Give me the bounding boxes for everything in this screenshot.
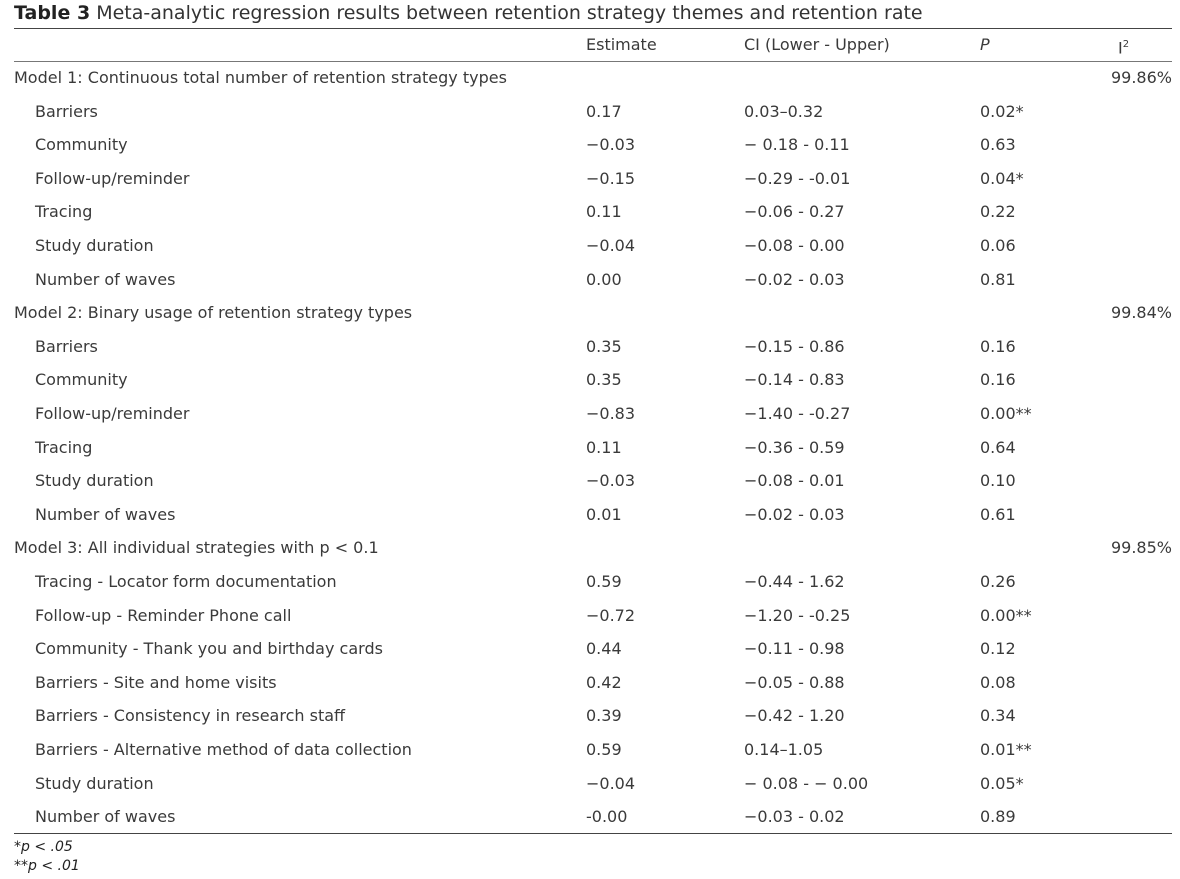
table-row [0, 666, 1180, 699]
row-estimate: 0.17 [586, 101, 622, 121]
row-p: 0.16 [980, 336, 1016, 356]
header-estimate: Estimate [586, 35, 657, 54]
row-p: 0.64 [980, 437, 1016, 457]
table-row [0, 363, 1180, 396]
header-p: P [980, 35, 990, 54]
model-i2: 99.85% [1110, 538, 1172, 558]
row-estimate: 0.59 [586, 740, 622, 759]
row-ci: −0.05 - 0.88 [744, 672, 845, 692]
row-p: 0.10 [980, 471, 1016, 491]
row-p: 0.16 [980, 370, 1016, 390]
row-label: Community [35, 135, 128, 155]
row-estimate: 0.59 [586, 572, 622, 591]
row-p: 0.00** [980, 404, 1032, 423]
row-estimate: −0.04 [586, 773, 636, 793]
row-ci: −0.08 - 0.01 [744, 471, 845, 491]
row-ci: −0.08 - 0.00 [744, 236, 845, 255]
row-estimate: 0.44 [586, 639, 622, 659]
model-title: Model 2: Binary usage of retention strategy types [14, 303, 413, 323]
row-label: Community [35, 370, 128, 390]
model-row [0, 61, 1180, 94]
table-row [0, 128, 1180, 161]
row-estimate: −0.72 [586, 605, 636, 625]
row-label: Tracing - Locator form documentation [35, 572, 337, 591]
table-title-label: Table 3 [14, 2, 91, 24]
table-row [0, 498, 1180, 531]
row-p: 0.06 [980, 236, 1016, 255]
row-p: 0.08 [980, 672, 1016, 692]
table-title-text: Meta-analytic regression results between retention strategy themes and retention rate [96, 2, 923, 24]
row-p: 0.01** [980, 740, 1032, 759]
row-label: Barriers - Site and home visits [35, 672, 277, 692]
row-ci: −0.36 - 0.59 [744, 437, 845, 457]
table-bottom-rule [14, 833, 1172, 834]
row-estimate: 0.01 [586, 504, 622, 524]
table-row [0, 195, 1180, 228]
table-row [0, 767, 1180, 800]
row-estimate: 0.11 [586, 437, 622, 457]
row-estimate: 0.39 [586, 706, 622, 726]
table-row [0, 229, 1180, 262]
table-title [14, 2, 923, 24]
row-label: Tracing [35, 202, 93, 222]
model-title: Model 1: Continuous total number of retention strategy types [14, 68, 507, 87]
row-label: Barriers - Consistency in research staff [35, 706, 346, 726]
row-label: Tracing [35, 437, 93, 457]
header-i2-base: I [1118, 38, 1123, 58]
row-estimate: −0.83 [586, 404, 636, 423]
row-p: 0.34 [980, 706, 1016, 726]
row-p: 0.26 [980, 572, 1016, 591]
row-ci: −0.14 - 0.83 [744, 370, 845, 390]
table-row [0, 632, 1180, 665]
table-row [0, 431, 1180, 464]
header-i2-sup: 2 [1122, 39, 1130, 50]
table-row [0, 162, 1180, 195]
row-label: Follow-up - Reminder Phone call [35, 605, 292, 625]
row-ci: −1.40 - -0.27 [744, 404, 851, 423]
row-ci: −0.03 - 0.02 [744, 807, 845, 827]
row-ci: −0.29 - -0.01 [744, 168, 851, 188]
table-row [0, 699, 1180, 732]
model-row [0, 531, 1180, 564]
table-row [0, 464, 1180, 497]
table-row [0, 733, 1180, 766]
row-ci: 0.14–1.05 [744, 740, 824, 759]
row-label: Study duration [35, 236, 154, 255]
row-p: 0.81 [980, 269, 1016, 289]
row-label: Community - Thank you and birthday cards [35, 639, 383, 659]
table-row [0, 95, 1180, 128]
row-ci: −0.15 - 0.86 [744, 336, 845, 356]
row-label: Number of waves [35, 807, 176, 827]
row-estimate: −0.04 [586, 236, 636, 255]
row-ci: −0.06 - 0.27 [744, 202, 845, 222]
row-estimate: 0.11 [586, 202, 622, 222]
row-estimate: -0.00 [586, 807, 628, 827]
row-p: 0.63 [980, 135, 1016, 155]
row-label: Barriers [35, 101, 98, 121]
table-row [0, 397, 1180, 430]
table-row [0, 263, 1180, 296]
row-estimate: −0.03 [586, 471, 636, 491]
model-row [0, 296, 1180, 329]
header-i2 [1118, 28, 1129, 64]
row-ci: −0.42 - 1.20 [744, 706, 845, 726]
row-p: 0.22 [980, 202, 1016, 222]
row-p: 0.04* [980, 168, 1024, 188]
row-ci: −0.02 - 0.03 [744, 504, 845, 524]
row-ci: 0.03–0.32 [744, 101, 824, 121]
footnote: **p < .01 [14, 858, 80, 874]
row-p: 0.89 [980, 807, 1016, 827]
row-label: Number of waves [35, 504, 176, 524]
row-estimate: 0.35 [586, 336, 622, 356]
row-p: 0.02* [980, 101, 1024, 121]
table-footnotes [14, 838, 80, 876]
row-ci: −0.02 - 0.03 [744, 269, 845, 289]
footnote: *p < .05 [14, 839, 73, 855]
row-label: Study duration [35, 471, 154, 491]
row-ci: − 0.18 - 0.11 [744, 135, 850, 155]
row-estimate: −0.03 [586, 135, 636, 155]
model-title: Model 3: All individual strategies with p < 0.1 [14, 538, 379, 558]
row-label: Barriers [35, 336, 98, 356]
row-ci: −1.20 - -0.25 [744, 605, 851, 625]
row-estimate: 0.42 [586, 672, 622, 692]
row-estimate: 0.35 [586, 370, 622, 390]
table-row [0, 800, 1180, 833]
row-ci: − 0.08 - − 0.00 [744, 773, 869, 793]
header-ci: CI (Lower - Upper) [744, 35, 890, 54]
row-p: 0.05* [980, 773, 1024, 793]
table-header-row [0, 28, 1180, 61]
row-label: Number of waves [35, 269, 176, 289]
table-row [0, 599, 1180, 632]
row-p: 0.00** [980, 605, 1032, 625]
row-p: 0.61 [980, 504, 1016, 524]
model-i2: 99.84% [1110, 303, 1172, 323]
table-row [0, 565, 1180, 598]
row-label: Study duration [35, 773, 154, 793]
row-label: Follow-up/reminder [35, 404, 190, 423]
row-label: Follow-up/reminder [35, 168, 190, 188]
row-ci: −0.44 - 1.62 [744, 572, 845, 591]
row-estimate: −0.15 [586, 168, 636, 188]
table-row [0, 330, 1180, 363]
model-i2: 99.86% [1110, 68, 1172, 87]
row-estimate: 0.00 [586, 269, 622, 289]
row-p: 0.12 [980, 639, 1016, 659]
row-ci: −0.11 - 0.98 [744, 639, 845, 659]
row-label: Barriers - Alternative method of data collection [35, 740, 412, 759]
